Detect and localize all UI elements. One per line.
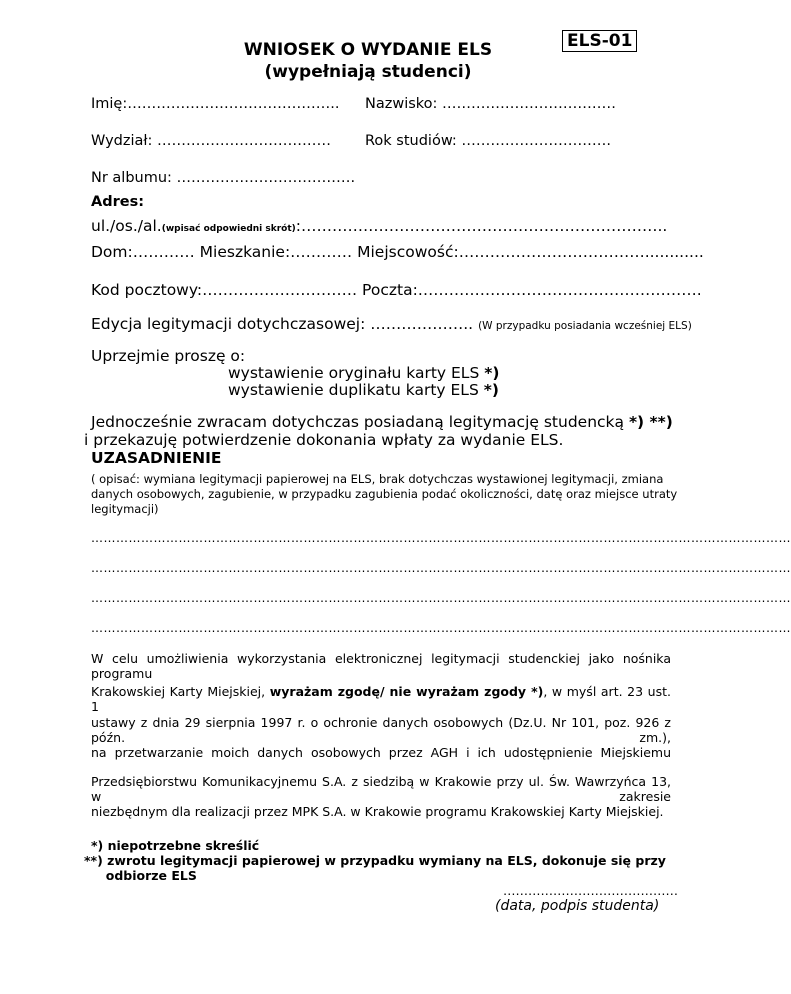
consent-line-2 <box>91 684 671 714</box>
footnote-1: *) niepotrzebne skreślić <box>91 838 260 853</box>
footnote-2-line-1: **) zwrotu legitymacji papierowej w przypadku wymiany na ELS, dokonuje się przy <box>84 853 666 868</box>
consent-line-5: Przedsiębiorstwu Komunikacyjnemu S.A. z siedzibą w Krakowie przy ul. Św. Wawrzyńca 13, w zakresie <box>91 774 671 804</box>
justification-line-3[interactable]: …………………………………………………………………………………………………………………………………………………… <box>91 591 791 605</box>
consent-line-1: W celu umożliwienia wykorzystania elektronicznej legitymacji studenckiej jako nośnika programu <box>91 651 671 681</box>
option-duplicate-card[interactable] <box>228 381 499 399</box>
street-hint: (wpisać odpowiedni skrót) <box>161 224 296 234</box>
form-code-box: ELS-01 <box>562 30 637 52</box>
payment-statement: i przekazuję potwierdzenie dokonania wpłaty za wydanie ELS. <box>84 431 564 449</box>
return-statement <box>91 413 673 431</box>
justification-line-4[interactable]: …………………………………………………………………………………………………………………………………………………… <box>91 621 791 635</box>
field-street[interactable] <box>91 217 667 235</box>
justification-line-2[interactable]: …………………………………………………………………………………………………………………………………………………… <box>91 561 791 575</box>
field-previous-edition[interactable] <box>91 315 692 333</box>
option-duplicate-mark: *) <box>483 381 499 399</box>
field-last-name[interactable]: Nazwisko: ……………………………… <box>365 96 617 112</box>
previous-edition-note: (W przypadku posiadania wcześniej ELS) <box>478 320 692 332</box>
address-heading: Adres: <box>91 194 145 210</box>
justification-instructions-1: ( opisać: wymiana legitymacji papierowej na ELS, brak dotychczas wystawionej legitymacji, zmiana <box>91 472 664 486</box>
street-prefix: ul./os./al. <box>91 217 162 235</box>
field-album-number[interactable]: Nr albumu: ………………………………. <box>91 170 356 186</box>
signature-label: (data, podpis studenta) <box>495 898 660 914</box>
option-duplicate-label: wystawienie duplikatu karty ELS <box>228 381 484 399</box>
previous-edition-label: Edycja legitymacji dotychczasowej: ……………….. <box>91 315 474 333</box>
justification-heading: UZASADNIENIE <box>91 449 222 467</box>
justification-instructions-2: danych osobowych, zagubienie, w przypadku zagubienia podać okoliczności, datę oraz miejsce utraty <box>91 487 678 501</box>
consent-line-2-c: , w myśl art. 23 ust. 1 <box>91 684 671 714</box>
field-study-year[interactable]: Rok studiów: …………………………. <box>365 133 612 149</box>
field-postal-code-post-office[interactable]: Kod pocztowy:………………………… Poczta:………………………………………………. <box>91 281 702 299</box>
consent-line-3: ustawy z dnia 29 sierpnia 1997 r. o ochronie danych osobowych (Dz.U. Nr 101, poz. 926 z późn. zm.), <box>91 715 671 745</box>
option-original-mark: *) <box>484 364 500 382</box>
consent-line-4: na przetwarzanie moich danych osobowych przez AGH i ich udostępnienie Miejskiemu <box>91 745 671 760</box>
field-first-name[interactable]: Imię:…………………………………….. <box>91 96 340 112</box>
justification-instructions-3: legitymacji) <box>91 502 159 516</box>
return-text: Jednocześnie zwracam dotychczas posiadaną legitymację studencką <box>91 413 629 431</box>
form-subtitle: (wypełniają studenci) <box>264 62 472 82</box>
consent-line-6: niezbędnym dla realizacji przez MPK S.A. w Krakowie programu Krakowskiej Karty Miejskiej. <box>91 804 664 819</box>
footnote-2-line-2: odbiorze ELS <box>84 868 197 883</box>
signature-line[interactable]: …………………………………… <box>503 883 678 898</box>
field-faculty[interactable]: Wydział: ……………………………… <box>91 133 332 149</box>
option-original-label: wystawienie oryginału karty ELS <box>228 364 485 382</box>
consent-choice[interactable]: wyrażam zgodę/ nie wyrażam zgody *) <box>269 684 544 699</box>
field-house-apartment-city[interactable]: Dom:………… Mieszkanie:………… Miejscowość:………………………………............ <box>91 243 704 261</box>
option-original-card[interactable] <box>228 364 499 382</box>
consent-line-2-a: Krakowskiej Karty Miejskiej, <box>91 684 270 699</box>
form-title: WNIOSEK O WYDANIE ELS <box>243 40 493 60</box>
justification-line-1[interactable]: …………………………………………………………………………………………………………………………………………………… <box>91 531 791 545</box>
request-intro: Uprzejmie proszę o: <box>91 347 246 365</box>
return-mark: *) **) <box>628 413 673 431</box>
street-dots: :…………………………………………………………….. <box>295 217 668 235</box>
